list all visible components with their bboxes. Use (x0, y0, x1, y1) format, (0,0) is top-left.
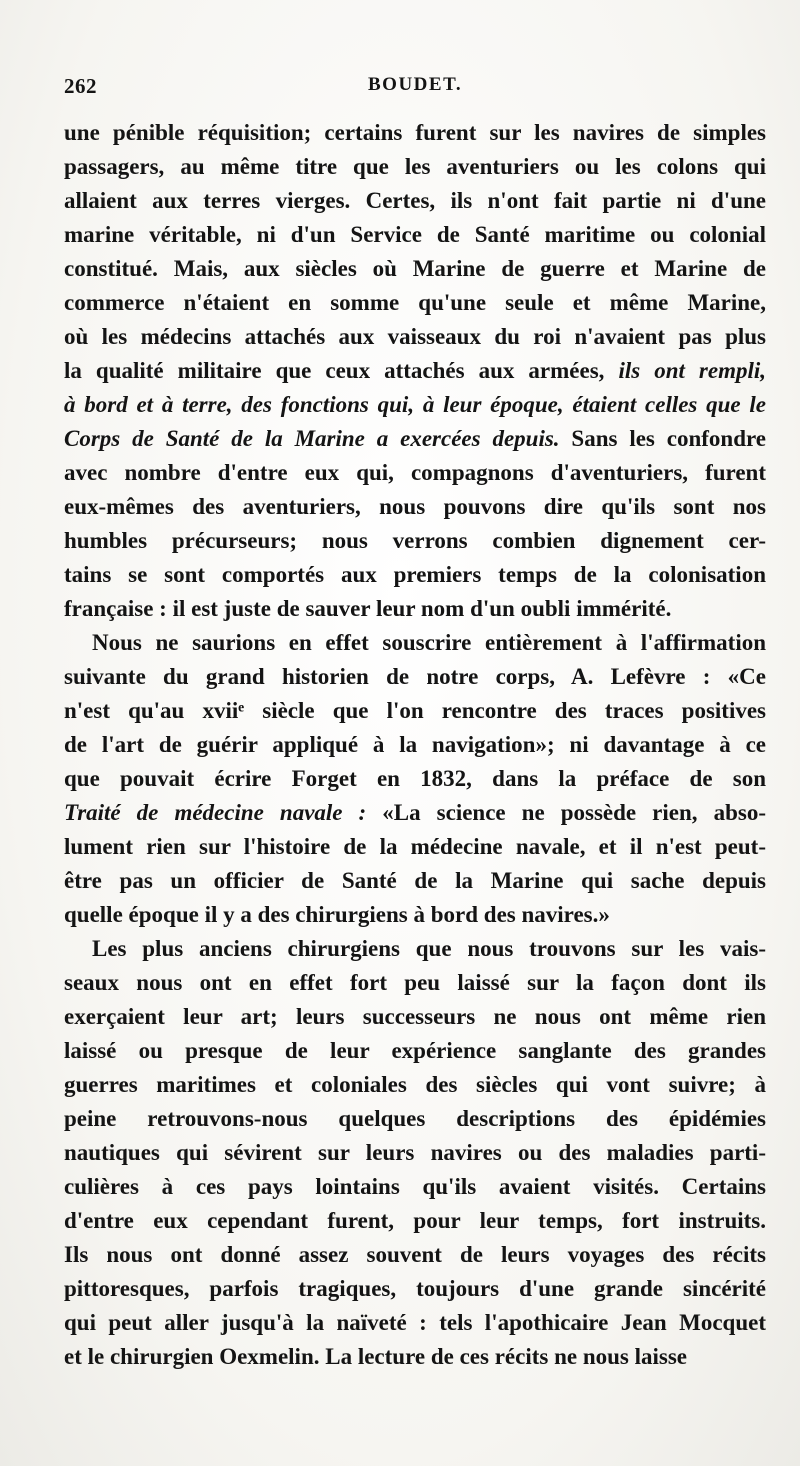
text-line: où les médecins attachés aux vaisseaux du roi n'avaient pas plus (64, 324, 766, 349)
page-header (64, 74, 764, 106)
text-line: d'entre eux cependant furent, pour leur temps, fort instruits. (64, 1208, 766, 1233)
page-number: 262 (64, 74, 97, 98)
text-line: allaient aux terres vierges. Certes, ils n'ont fait partie ni d'une (64, 188, 766, 213)
text-line: commerce n'étaient en somme qu'une seule et même Marine, (64, 290, 766, 315)
italic-text: Traité de médecine navale : (64, 800, 367, 825)
text-line: seaux nous ont en effet fort peu laissé sur la façon dont ils (64, 970, 766, 995)
text-line: avec nombre d'entre eux qui, compagnons d'aventuriers, furent (64, 460, 766, 485)
italic-text: ils ont rempli, (618, 358, 766, 383)
text-line: nautiques qui sévirent sur leurs navires ou des maladies parti- (64, 1140, 766, 1165)
text-segment: «La science ne possède rien, abso- (366, 800, 766, 825)
text-line: Ils nous ont donné assez souvent de leurs voyages des récits (64, 1242, 766, 1267)
text-line (64, 354, 766, 388)
text-line: être pas un officier de Santé de la Marine qui sache depuis (64, 868, 766, 893)
text-line: passagers, au même titre que les aventuriers ou les colons qui (64, 154, 766, 179)
text-line: française : il est juste de sauver leur nom d'un oubli immérité. (64, 596, 672, 621)
text-line: constitué. Mais, aux siècles où Marine de guerre et Marine de (64, 256, 766, 281)
text-line: qui peut aller jusqu'à la naïveté : tels l'apothicaire Jean Mocquet (64, 1310, 766, 1335)
text-line: tains se sont comportés aux premiers temps de la colonisation (64, 562, 766, 587)
text-line (64, 388, 766, 422)
text-line: eux-mêmes des aventuriers, nous pouvons dire qu'ils sont nos (64, 494, 766, 519)
text-line: marine véritable, ni d'un Service de Santé maritime ou colonial (64, 222, 766, 247)
text-line: et le chirurgien Oexmelin. La lecture de ces récits ne nous laisse (64, 1344, 688, 1369)
running-head: BOUDET. (368, 74, 463, 95)
text-line: Les plus anciens chirurgiens que nous trouvons sur les vais- (92, 936, 766, 961)
text-segment: la qualité militaire que ceux attachés aux armées, (64, 358, 619, 383)
text-line: Nous ne saurions en effet souscrire entièrement à l'affirmation (92, 630, 766, 655)
text-line: culières à ces pays lointains qu'ils avaient visités. Certains (64, 1174, 766, 1199)
text-line: de l'art de guérir appliqué à la navigation»; ni davantage à ce (64, 732, 766, 757)
text-line (64, 796, 766, 830)
text-line: pittoresques, parfois tragiques, toujours d'une grande sincérité (64, 1276, 766, 1301)
text-line: que pouvait écrire Forget en 1832, dans la préface de son (64, 766, 766, 791)
body-text (64, 116, 766, 1374)
paragraph (64, 932, 766, 1374)
text-line: guerres maritimes et coloniales des siècles qui vont suivre; à (64, 1072, 766, 1097)
text-line: quelle époque il y a des chirurgiens à bord des navires.» (64, 902, 610, 927)
text-line: n'est qu'au xviiᵉ siècle que l'on rencontre des traces positives (64, 698, 766, 723)
paragraph (64, 116, 766, 626)
text-line: lument rien sur l'histoire de la médecine navale, et il n'est peut- (64, 834, 766, 859)
italic-text: à bord et à terre, des fonctions qui, à leur époque, étaient celles que le (64, 392, 766, 417)
italic-text: Corps de Santé de la Marine a exercées depuis. (64, 426, 560, 451)
text-segment: Sans les confondre (559, 426, 766, 451)
text-line (64, 422, 766, 456)
text-line: peine retrouvons-nous quelques descriptions des épidémies (64, 1106, 766, 1131)
text-line: une pénible réquisition; certains furent sur les navires de simples (64, 120, 766, 145)
text-line: suivante du grand historien de notre corps, A. Lefèvre : «Ce (64, 664, 766, 689)
paragraph (64, 626, 766, 932)
text-line: humbles précurseurs; nous verrons combien dignement cer- (64, 528, 766, 553)
text-line: exerçaient leur art; leurs successeurs ne nous ont même rien (64, 1004, 766, 1029)
text-line: laissé ou presque de leur expérience sanglante des grandes (64, 1038, 766, 1063)
